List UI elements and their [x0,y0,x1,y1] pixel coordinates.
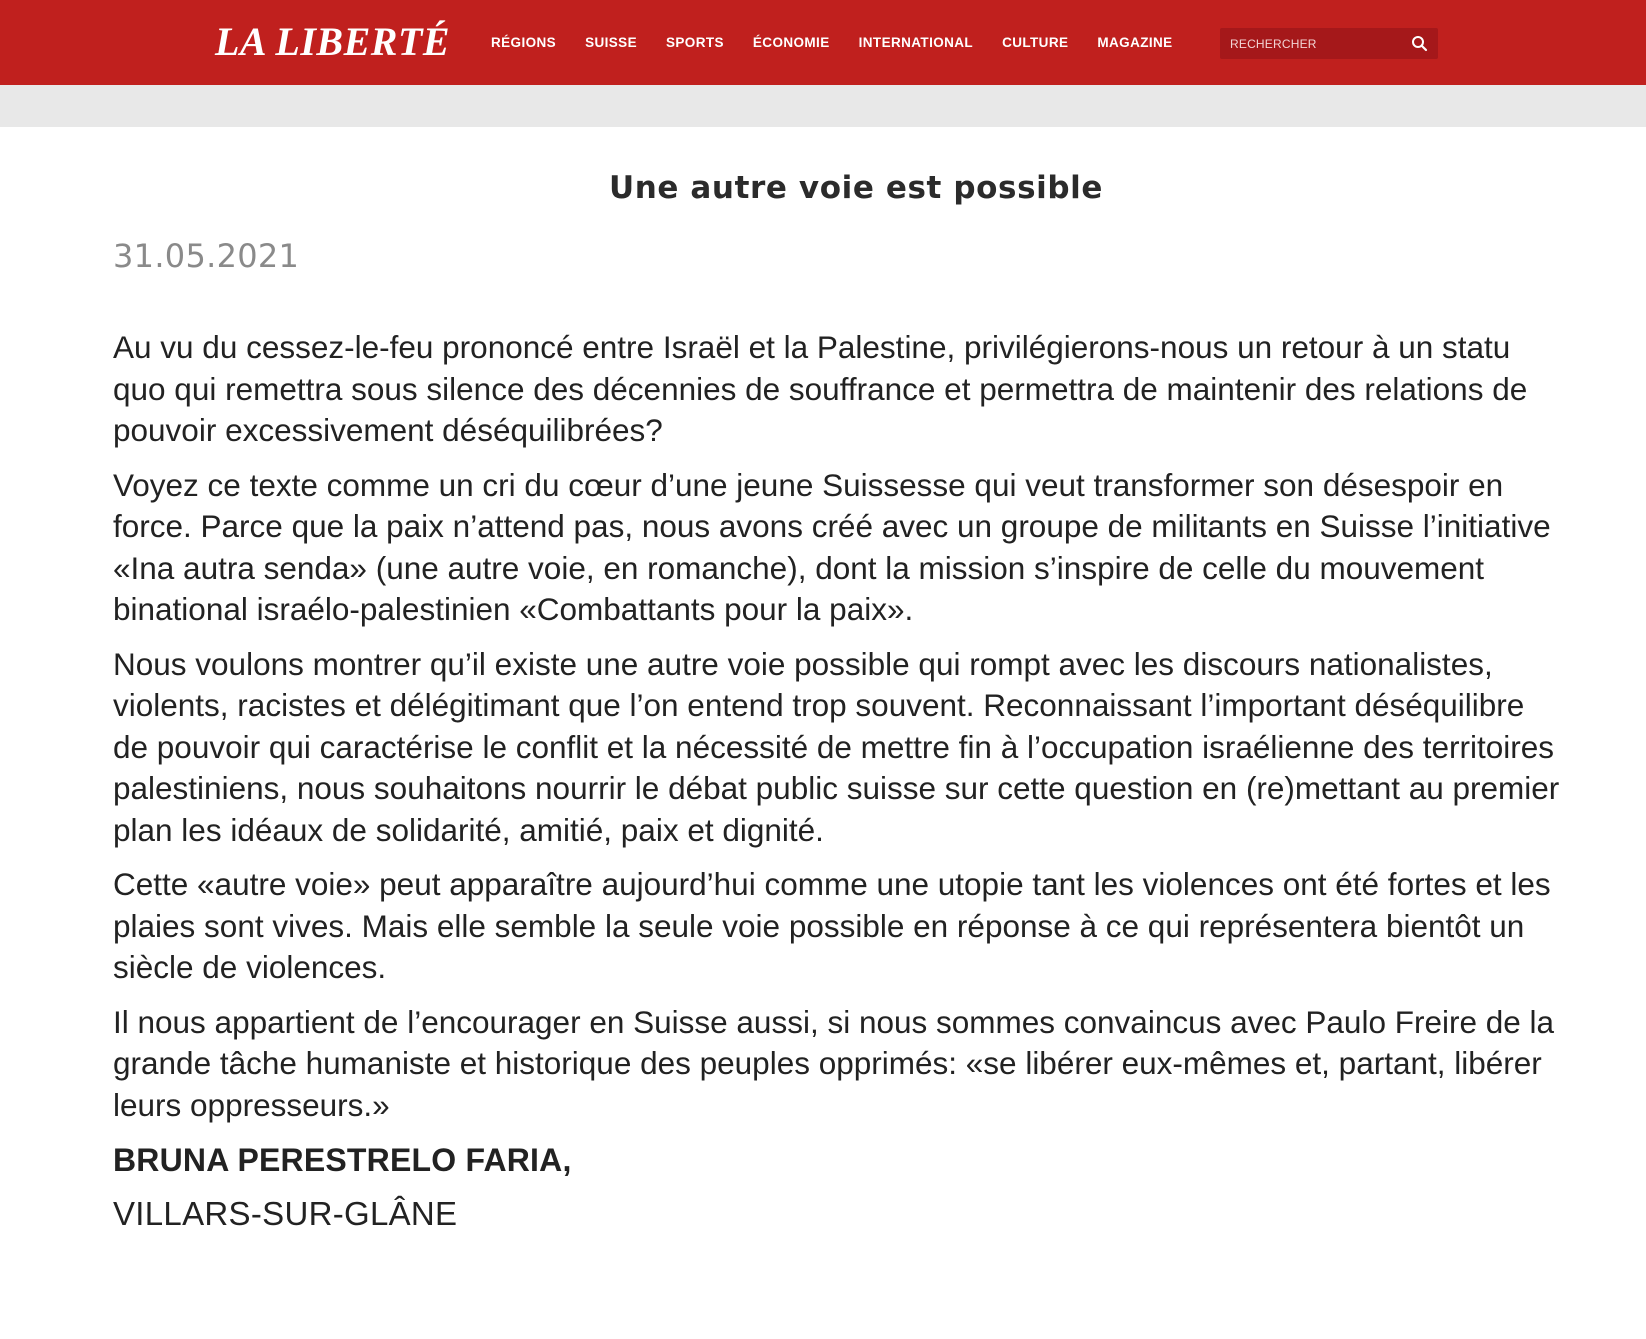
article-author-location: VILLARS-SUR-GLÂNE [113,1195,458,1232]
search-box [1220,28,1438,59]
search-icon[interactable] [1411,35,1428,52]
nav-item-culture[interactable]: CULTURE [1002,35,1069,50]
site-logo[interactable]: LA LIBERTÉ [215,19,451,64]
nav-item-economie[interactable]: ÉCONOMIE [752,35,830,50]
nav-item-sports[interactable]: SPORTS [665,35,724,50]
article-paragraph: Voyez ce texte comme un cri du cœur d’une jeune Suissesse qui veut transformer son désespoir en force. Parce que la paix n’attend pas, nous avons créé avec un groupe de militants en Suisse l’initiative «Ina autra senda» (une autre voie, en romanche), dont la mission s’inspire de celle du mouvement binational israélo-palestinien «Combattants pour la paix». [113,466,1551,627]
nav-item-suisse[interactable]: SUISSE [585,35,637,50]
article-paragraph: Nous voulons montrer qu’il existe une autre voie possible qui rompt avec les discours nationalistes, violents, racistes et délégitimant que l’on entend trop souvent. Reconnaissant l’important déséquilibre de pouvoir qui caractérise le conflit et la nécessité de mettre fin à l’occupation israélienne des territoires palestiniens, nous souhaitons nourrir le débat public suisse sur cette question en (re)mettant au premier plan les idéaux de solidarité, amitié, paix et dignité. [113,645,1560,848]
search-input[interactable] [1230,34,1400,54]
nav-item-magazine[interactable]: MAGAZINE [1097,35,1173,50]
article-author: BRUNA PERESTRELO FARIA, [113,1142,572,1178]
top-navigation-bar [0,0,1646,85]
article-date: 31.05.2021 [113,237,300,275]
main-navigation [491,34,1173,52]
article-paragraph: Il nous appartient de l’encourager en Suisse aussi, si nous sommes convaincus avec Paulo Freire de la grande tâche humaniste et historique des peuples opprimés: «se libérer eux-mêmes et, partant, libérer leurs oppresseurs.» [113,1003,1555,1123]
nav-item-regions[interactable]: RÉGIONS [491,35,557,50]
nav-item-international[interactable]: INTERNATIONAL [858,35,974,50]
article-title: Une autre voie est possible [608,170,1104,206]
secondary-bar [0,85,1646,127]
article-body [113,327,1563,1235]
article-paragraph: Cette «autre voie» peut apparaître aujourd’hui comme une utopie tant les violences ont été fortes et les plaies sont vives. Mais elle semble la seule voie possible en réponse à ce qui représentera bientôt un siècle de violences. [113,866,1551,985]
article-paragraph: Au vu du cessez-le-feu prononcé entre Israël et la Palestine, privilégierons-nous un retour à un statu quo qui remettra sous silence des décennies de souffrance et permettra de maintenir des relations de pouvoir excessivement déséquilibrées? [113,329,1528,448]
